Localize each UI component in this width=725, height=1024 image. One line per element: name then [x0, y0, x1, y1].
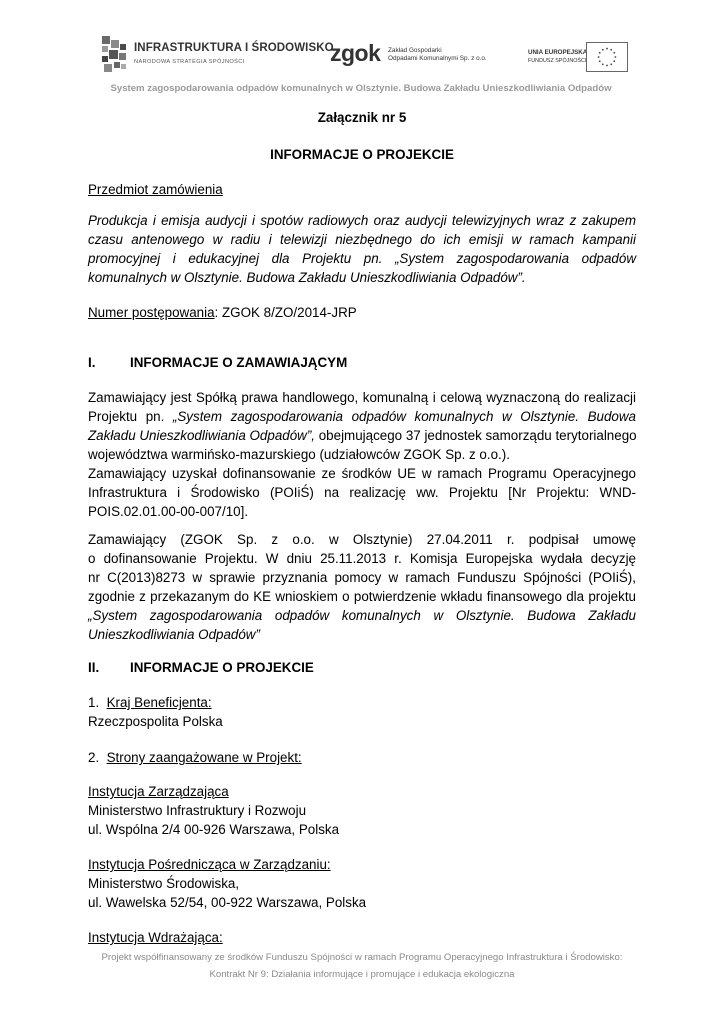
infrastruktura-mark-icon [100, 34, 128, 74]
intermediate-authority-address: ul. Wawelska 52/54, 00-922 Warszawa, Polska [88, 895, 367, 910]
infrastruktura-title: INFRASTRUKTURA I ŚRODOWISKO [134, 42, 334, 54]
managing-authority-name: Ministerstwo Infrastruktury i Rozwoju [88, 803, 307, 818]
paragraph-1-line-5: Zamawiający uzyskał dofinansowanie ze środków UE w ramach Programu Operacyjnego [88, 466, 636, 481]
paragraph-2-line-6: Unieszkodliwiania Odpadów” [88, 627, 260, 642]
eu-logo [528, 40, 628, 74]
managing-authority-address: ul. Wspólna 2/4 00-926 Warszawa, Polska [88, 822, 340, 837]
item-1-label: Kraj Beneficjenta: [106, 695, 212, 710]
section-2-title: INFORMACJE O PROJEKCIE [130, 660, 314, 675]
section-2-number: II. [88, 660, 100, 675]
paragraph-1-line-4: województwa warmińsko-mazurskiego (udziałowców ZGOK Sp. z o.o.). [88, 447, 510, 462]
paragraph-1-line-3-b: obejmującego 37 jednostek samorządu terytorialnego [315, 428, 637, 443]
eu-name: UNIA EUROPEJSKA [528, 49, 588, 56]
paragraph-1-line-2-b: „System zagospodarowania odpadów komunalnych w Olsztynie. Budowa [172, 409, 636, 424]
paragraph-1-line-3 [88, 428, 636, 443]
procurement-number-label: Numer postępowania [88, 305, 215, 320]
subject-heading: Przedmiot zamówienia [88, 182, 223, 197]
footer-line-2: Kontrakt Nr 9: Działania informujące i promujące i edukacja ekologiczna [209, 969, 515, 980]
paragraph-1-line-7: POIS.02.01.00-00-007/10]. [88, 504, 249, 519]
procurement-number [88, 305, 357, 320]
paragraph-2-line-1: Zamawiający (ZGOK Sp. z o.o. w Olsztynie) 27.04.2011 r. podpisał umowę [88, 532, 636, 547]
subject-line-4: komunalnych w Olsztynie. Budowa Zakładu Unieszkodliwiania Odpadów”. [88, 270, 526, 285]
paragraph-2-line-3: nr C(2013)8273 w sprawie przyznania pomocy w ramach Funduszu Spójności (POIiŚ), [88, 570, 636, 585]
item-2-number: 2. [88, 750, 100, 765]
annex-label: Załącznik nr 5 [317, 110, 407, 125]
page-title: INFORMACJE O PROJEKCIE [270, 147, 454, 162]
paragraph-1-line-3-a: Zakładu Unieszkodliwiania Odpadów”, [88, 428, 316, 443]
paragraph-1-line-2-a: Projektu pn. [88, 409, 173, 424]
paragraph-1-line-1: Zamawiający jest Spółką prawa handlowego, komunalną i celową wyznaczoną do realizacji [88, 390, 636, 405]
item-1-number: 1. [88, 695, 100, 710]
section-1-title: INFORMACJE O ZAMAWIAJĄCYM [130, 355, 348, 370]
zgok-logo [330, 40, 487, 72]
infrastruktura-subtitle: NARODOWA STRATEGIA SPÓJNOŚCI [134, 59, 245, 65]
item-1-heading [88, 695, 212, 710]
procurement-number-value: : ZGOK 8/ZO/2014-JRP [214, 305, 357, 320]
zgok-wordmark: zgok [330, 40, 381, 66]
running-title: System zagospodarowania odpadów komunalnych w Olsztynie. Budowa Zakładu Unieszkodliwiania Odpadów [110, 83, 612, 94]
paragraph-2-line-2: o dofinansowanie Projektu. W dniu 25.11.2013 r. Komisja Europejska wydała decyzję [88, 551, 636, 566]
item-2-label: Strony zaangażowane w Projekt: [106, 750, 302, 765]
item-1-value: Rzeczpospolita Polska [88, 714, 223, 729]
zgok-name-line1: Zakład Gospodarki [388, 47, 442, 54]
intermediate-authority-name: Ministerstwo Środowiska, [88, 876, 240, 891]
subject-line-2: czasu antenowego w radiu i telewizji niezbędnego do ich emisji w ramach kampanii [88, 232, 636, 247]
subject-line-1: Produkcja i emisja audycji i spotów radiowych oraz audycji telewizyjnych wraz z zakupem [88, 213, 636, 228]
eu-fund: FUNDUSZ SPÓJNOŚCI [528, 58, 587, 64]
footer-line-1: Projekt współfinansowany ze środków Funduszu Spójności w ramach Programu Operacyjnego Infrastruktura i Środowisko: [101, 952, 623, 963]
zgok-name-line2: Odpadami Komunalnymi Sp. z o.o. [388, 55, 487, 62]
infrastruktura-logo [100, 34, 334, 76]
paragraph-2-line-5: „System zagospodarowania odpadów komunalnych w Olsztynie. Budowa Zakładu [88, 608, 636, 623]
intermediate-authority-label: Instytucja Pośrednicząca w Zarządzaniu: [88, 857, 331, 872]
implementing-authority-label: Instytucja Wdrażająca: [88, 930, 223, 945]
paragraph-1-line-6: Infrastruktura i Środowisko (POIiŚ) na realizację ww. Projektu [Nr Projektu: WND- [88, 485, 636, 500]
section-1-number: I. [88, 355, 96, 370]
eu-flag-icon [586, 42, 628, 72]
item-2-heading [88, 750, 302, 765]
subject-line-3: promocyjnej i edukacyjnej dla Projektu pn. „System zagospodarowania odpadów [88, 251, 636, 266]
paragraph-1-line-2 [88, 409, 636, 424]
managing-authority-label: Instytucja Zarządzająca [88, 784, 229, 799]
paragraph-2-line-4: zgodnie z przekazanym do KE wnioskiem o potwierdzenie wkładu finansowego dla projektu [88, 589, 636, 604]
